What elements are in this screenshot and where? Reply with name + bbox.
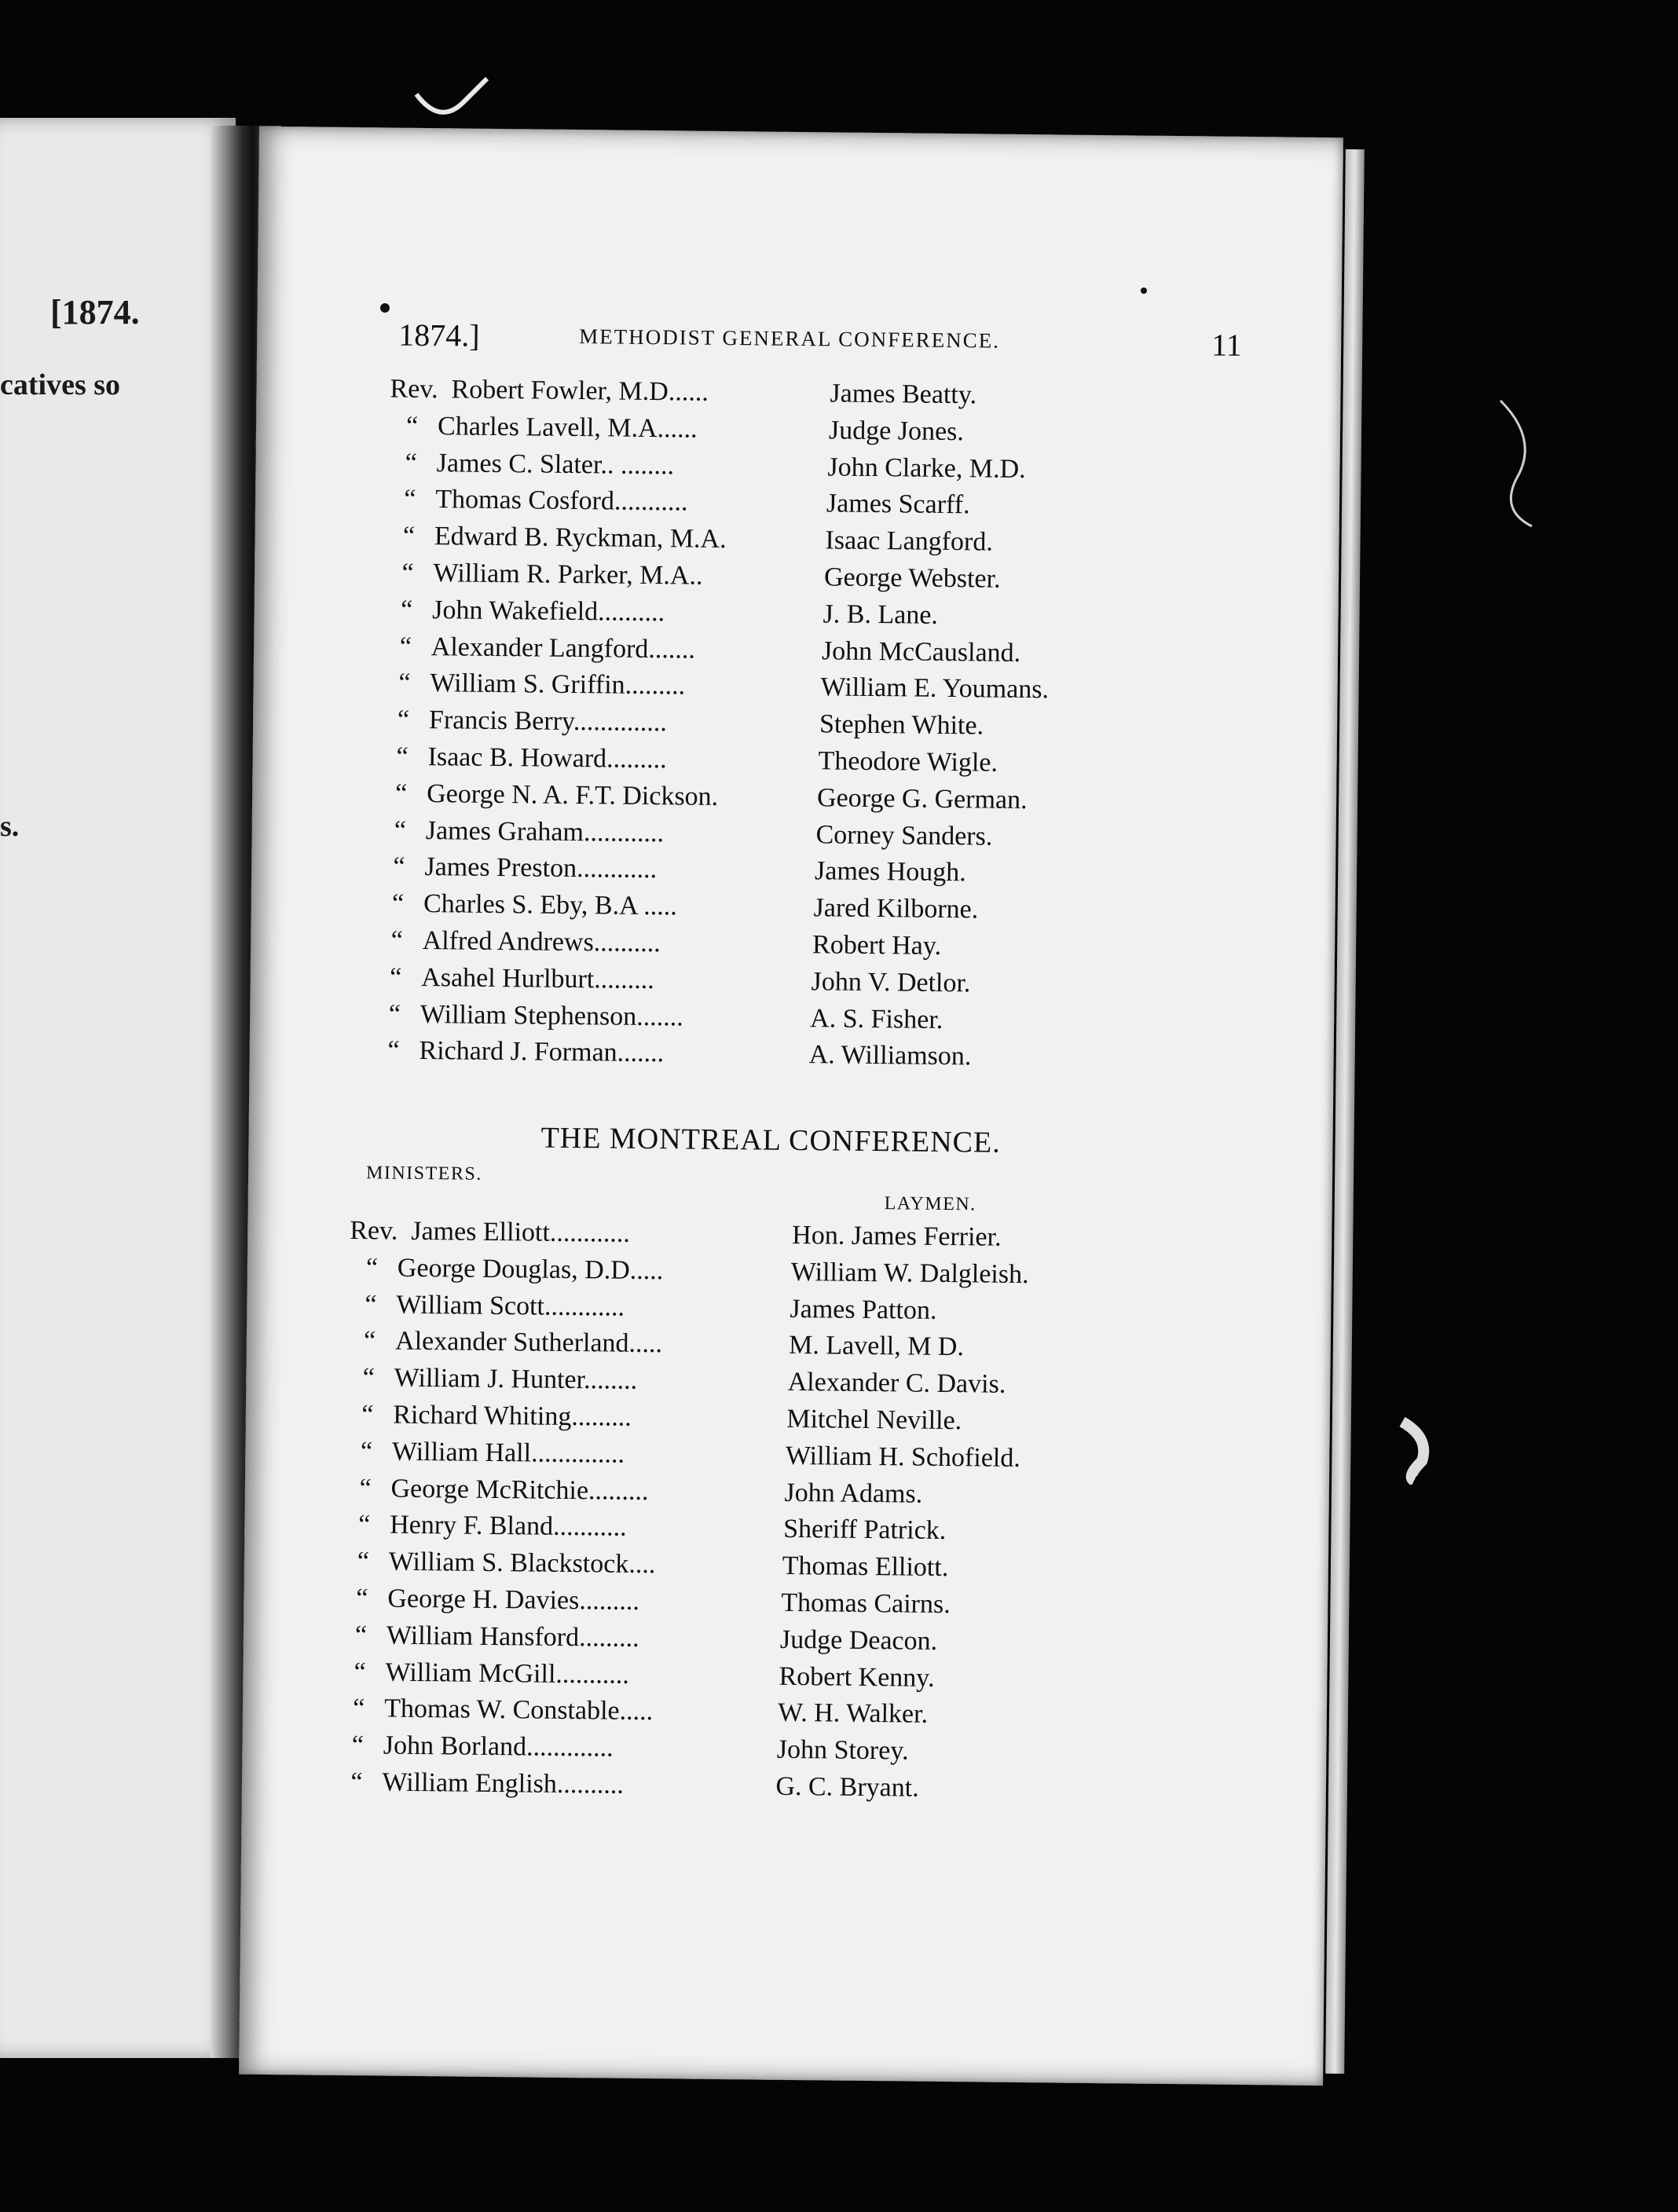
minister-name: James Graham............ (425, 815, 665, 848)
minister-name: George Douglas, D.D..... (397, 1253, 664, 1286)
layman-name: G. C. Bryant. (775, 1771, 919, 1803)
title-prefix: “ (360, 1437, 373, 1467)
minister-name: Alexander Langford....... (430, 632, 696, 665)
layman-name: John Storey. (776, 1734, 909, 1766)
layman-name: Theodore Wigle. (818, 746, 998, 778)
title-prefix: “ (401, 595, 413, 624)
minister-name: Alfred Andrews.......... (422, 926, 661, 958)
layman-name: Jared Kilborne. (813, 893, 979, 925)
title-prefix: “ (387, 1035, 400, 1066)
layman-name: James Scarff. (826, 489, 970, 520)
layman-name: Stephen White. (819, 709, 984, 741)
layman-name: Alexander C. Davis. (787, 1368, 1006, 1399)
minister-name: James C. Slater.. ........ (436, 448, 675, 480)
laymen-heading: LAYMEN. (884, 1193, 976, 1215)
minister-name: Richard Whiting......... (393, 1400, 632, 1432)
minister-name: Alexander Sutherland..... (394, 1327, 663, 1359)
roster-row (333, 1767, 1276, 1812)
debris-mark (1493, 393, 1555, 534)
layman-name: A. S. Fisher. (809, 1003, 943, 1035)
layman-name: John V. Detlor. (811, 966, 971, 998)
section-title-montreal: THE MONTREAL CONFERENCE. (540, 1121, 1001, 1159)
minister-name: William Hansford......... (386, 1621, 639, 1653)
layman-name: William E. Youmans. (820, 672, 1050, 705)
minister-name: James Elliott............ (411, 1216, 631, 1248)
ink-speck (380, 303, 390, 313)
title-prefix: “ (399, 632, 412, 661)
minister-name: Henry F. Bland........... (390, 1511, 627, 1543)
ink-speck (1141, 287, 1147, 294)
title-prefix: Rev. (390, 374, 438, 405)
minister-name: Asahel Hurlburt......... (421, 962, 654, 994)
layman-name: A. Williamson. (808, 1040, 972, 1071)
layman-name: Thomas Cairns. (781, 1588, 951, 1620)
layman-name: W. H. Walker. (778, 1698, 929, 1730)
minister-name: William S. Griffin......... (430, 668, 686, 701)
debris-mark (1390, 1414, 1445, 1485)
debris-mark (409, 71, 503, 134)
layman-name: John Adams. (784, 1478, 923, 1509)
title-prefix: “ (388, 999, 401, 1029)
minister-name: Thomas W. Constable..... (384, 1694, 654, 1727)
title-prefix: Rev. (350, 1216, 398, 1246)
minister-name: Thomas Cosford........... (435, 485, 688, 517)
roster-row (370, 1036, 1313, 1081)
layman-name: John McCausland. (821, 635, 1021, 668)
layman-name: Corney Sanders. (815, 819, 993, 851)
minister-name: William Hall.............. (391, 1437, 625, 1469)
minister-name: John Borland............. (383, 1730, 614, 1763)
layman-name: M. Lavell, M D. (788, 1331, 965, 1362)
title-prefix: “ (354, 1620, 368, 1650)
title-prefix: “ (351, 1730, 365, 1760)
title-prefix: “ (391, 888, 405, 918)
title-prefix: “ (359, 1473, 372, 1503)
minister-name: Charles S. Eby, B.A ..... (423, 889, 677, 921)
title-prefix: “ (353, 1694, 365, 1723)
layman-name: J. B. Lane. (823, 599, 939, 630)
minister-name: John Wakefield.......... (432, 595, 665, 628)
layman-name: Robert Kenny. (779, 1661, 935, 1693)
layman-name: James Hough. (814, 856, 966, 888)
layman-name: William H. Schofield. (785, 1441, 1021, 1473)
layman-name: Mitchel Neville. (786, 1404, 962, 1436)
layman-name: William W. Dalgleish. (790, 1257, 1029, 1289)
minister-name: George McRitchie......... (390, 1474, 649, 1506)
title-prefix: “ (361, 1400, 374, 1430)
minister-name: William R. Parker, M.A.. (433, 558, 703, 591)
minister-name: James Preston............ (424, 852, 658, 884)
minister-name: George H. Davies......... (387, 1584, 640, 1616)
title-prefix: “ (405, 448, 418, 478)
layman-name: Judge Jones. (828, 416, 965, 446)
facing-page-fragment (0, 118, 236, 2058)
facing-page-year: [1874. (50, 293, 140, 331)
title-prefix: “ (404, 485, 416, 515)
layman-name: George Webster. (823, 562, 1001, 594)
facing-page-letter-fragment: s. (0, 810, 20, 843)
title-prefix: “ (401, 558, 414, 588)
title-prefix: “ (398, 668, 411, 698)
layman-name: James Patton. (790, 1294, 937, 1325)
title-prefix: “ (402, 521, 416, 551)
minister-name: Charles Lavell, M.A...... (437, 411, 698, 444)
title-prefix: “ (356, 1584, 368, 1613)
title-prefix: “ (395, 778, 408, 808)
running-head (258, 315, 1342, 363)
title-prefix: “ (350, 1767, 363, 1797)
layman-name: Hon. James Ferrier. (792, 1220, 1002, 1252)
title-prefix: “ (358, 1510, 371, 1540)
layman-name: George G. German. (816, 783, 1028, 815)
title-prefix: “ (390, 925, 403, 955)
title-prefix: “ (363, 1326, 376, 1356)
title-prefix: “ (394, 815, 407, 845)
title-prefix: “ (362, 1363, 376, 1393)
minister-name: Richard J. Forman....... (419, 1036, 665, 1068)
facing-page-text-fragment: catives so (0, 368, 121, 401)
ministers-heading: MINISTERS. (365, 1163, 482, 1185)
minister-name: George N. A. F.T. Dickson. (427, 778, 719, 811)
title-prefix: “ (365, 1253, 379, 1283)
minister-name: Edward B. Ryckman, M.A. (434, 522, 727, 555)
title-prefix: “ (397, 705, 410, 735)
title-prefix: “ (390, 962, 402, 992)
title-prefix: “ (354, 1657, 366, 1686)
book-page (239, 126, 1343, 2086)
layman-name: Judge Deacon. (779, 1624, 938, 1656)
running-head-year: 1874.] (398, 317, 480, 353)
layman-name: Isaac Langford. (825, 526, 994, 557)
minister-name: William S. Blackstock.... (388, 1547, 656, 1580)
title-prefix: “ (357, 1547, 370, 1577)
layman-name: John Clarke, M.D. (827, 452, 1026, 484)
layman-name: James Beatty. (830, 379, 977, 410)
minister-name: Francis Berry.............. (428, 705, 667, 738)
title-prefix: “ (396, 742, 409, 771)
layman-name: Sheriff Patrick. (782, 1514, 947, 1546)
title-prefix: “ (393, 852, 405, 882)
minister-name: William J. Hunter........ (394, 1363, 638, 1396)
minister-name: William Scott............ (396, 1290, 625, 1322)
layman-name: Thomas Elliott. (782, 1551, 949, 1583)
title-prefix: “ (365, 1289, 377, 1320)
title-prefix: “ (405, 411, 419, 441)
minister-name: Robert Fowler, M.D...... (451, 375, 709, 407)
minister-name: William English.......... (382, 1767, 625, 1800)
page-number: 11 (1211, 327, 1242, 363)
minister-name: William McGill........... (385, 1657, 630, 1690)
layman-name: Robert Hay. (812, 930, 942, 961)
minister-name: Isaac B. Howard......... (427, 742, 667, 775)
minister-name: William Stephenson....... (420, 999, 683, 1032)
running-head-title: METHODIST GENERAL CONFERENCE. (579, 324, 1001, 353)
